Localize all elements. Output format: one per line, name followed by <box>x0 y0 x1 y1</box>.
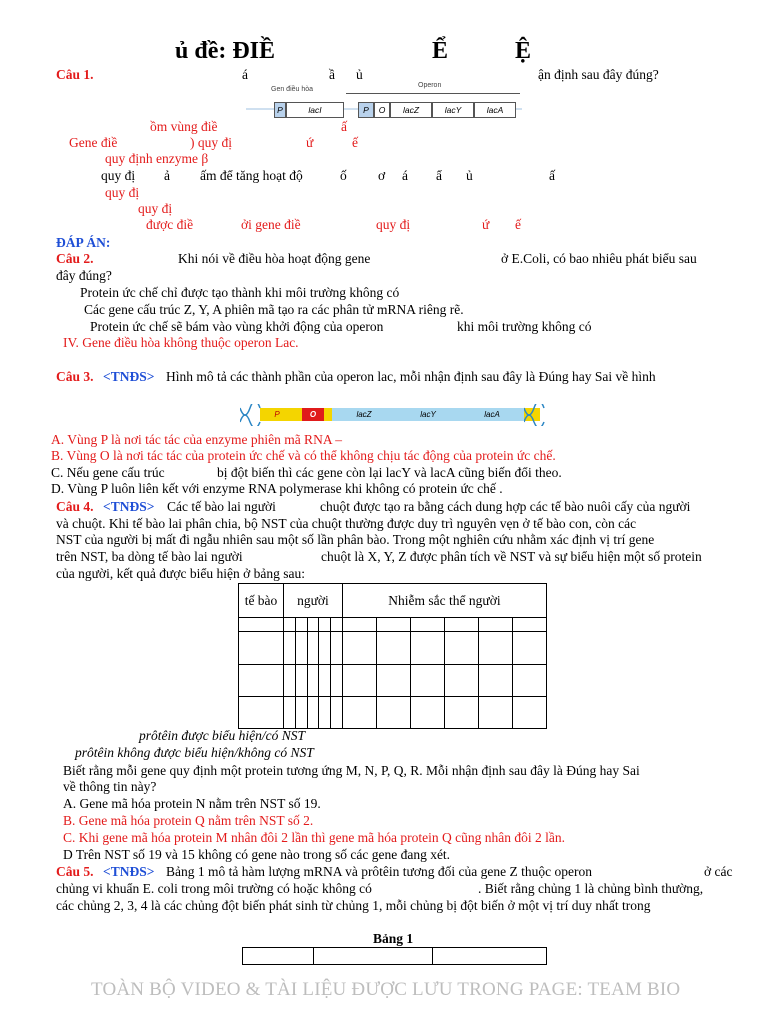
table-cell <box>376 664 410 696</box>
gene-box-p: P <box>274 102 286 118</box>
table-cell <box>239 618 284 632</box>
table-cell <box>307 696 319 728</box>
table-cell <box>239 632 284 664</box>
doc-title-part2: Ể <box>432 38 449 64</box>
table-cell <box>295 618 307 632</box>
table-cell <box>342 696 376 728</box>
q4-label: Câu 4. <box>56 499 94 514</box>
q4-para: trên NST, ba dòng tế bào lai người <box>56 549 243 564</box>
q5-tag: <TNĐS> <box>103 864 155 879</box>
gene-box-lacz: lacZ <box>390 102 432 118</box>
table-cell <box>512 696 546 728</box>
table-cell <box>295 696 307 728</box>
q4-para: của người, kết quả được biểu hiện ở bảng sau: <box>56 566 305 581</box>
q1-line: ồm vùng điề <box>150 119 218 134</box>
table-cell <box>512 664 546 696</box>
table-cell <box>243 948 314 965</box>
table-cell <box>284 696 296 728</box>
q1-line: ấm để tăng hoạt độ <box>200 168 303 183</box>
q4-para: NST của người bị mất đi ngẫu nhiên sau một số lần phân bào. Trong một nghiên cứu nhằm xác định vị trí gene <box>56 532 655 547</box>
lacz-box: lacZ <box>332 408 396 421</box>
q4-option-d: D Trên NST số 19 và 15 không có gene nào trong số các gene đang xét. <box>63 847 451 862</box>
table-cell <box>410 664 444 696</box>
table-cell <box>331 618 343 632</box>
table-cell <box>319 696 331 728</box>
q2-text: ở E.Coli, có bao nhiêu phát biểu sau <box>501 251 697 266</box>
table-cell <box>319 664 331 696</box>
gene-box-laci: lacI <box>286 102 344 118</box>
q5-text: các chủng 2, 3, 4 là các chủng đột biến phát sinh từ chủng 1, mỗi chủng bị đột biến ở một vị trí duy nhất trong <box>56 898 651 913</box>
q2-text: Khi nói về điều hòa hoạt động gene <box>178 251 371 266</box>
q1-line: được điề <box>146 217 194 232</box>
gene-box-o: O <box>374 102 390 118</box>
laca-box: lacA <box>460 408 524 421</box>
q1-line: ởi gene điề <box>241 217 301 232</box>
table-cell <box>307 664 319 696</box>
table-cell <box>444 632 478 664</box>
q5-text: Bảng 1 mô tả hàm lượng mRNA và prôtêin tương đối của gene Z thuộc operon <box>166 864 592 879</box>
q3-option-c2: bị đột biến thì các gene còn lại lacY và lacA cũng biến đổi theo. <box>217 465 562 480</box>
regulator-gene-label: Gen điều hòa <box>271 86 314 93</box>
dna-helix-left <box>240 404 262 426</box>
q1-fragment: ầ <box>329 67 335 82</box>
table-cell <box>239 664 284 696</box>
table-cell <box>478 664 512 696</box>
q3-option-d: D. Vùng P luôn liên kết với enzyme RNA polymerase khi không có protein ức chế . <box>51 481 503 496</box>
q1-line: ứ <box>482 217 490 232</box>
q4-para: và chuột. Khi tế bào lai phân chia, bộ NST của chuột thường được duy trì nguyên vẹn ở tế bào con, còn các <box>56 516 637 531</box>
table-cell <box>314 948 433 965</box>
q3-option-c: C. Nếu gene cấu trúc <box>51 465 165 480</box>
q2-text: đây đúng? <box>56 268 112 283</box>
dna-strand <box>246 102 522 118</box>
table-header-cell-line: tế bào <box>244 592 278 608</box>
q5-text: ở các <box>704 864 733 879</box>
table-cell <box>376 632 410 664</box>
q4-tag: <TNĐS> <box>103 499 155 514</box>
q4-option-b: B. Gene mã hóa protein Q nằm trên NST số 2. <box>63 813 314 828</box>
q1-line: ) quy đị <box>190 135 232 150</box>
table-cell <box>410 618 444 632</box>
table-cell <box>319 632 331 664</box>
q1-line: ẩ <box>436 168 442 183</box>
q5-text: . Biết rằng chủng 1 là chủng bình thường, <box>478 881 704 896</box>
q4-question: về thông tin này? <box>63 779 157 794</box>
table-header-cell <box>239 584 284 618</box>
gene-box-lacy: lacY <box>432 102 474 118</box>
table-cell <box>319 618 331 632</box>
q1-question-end: ận định sau đây đúng? <box>538 67 659 82</box>
table-cell <box>376 696 410 728</box>
table-1 <box>242 947 547 965</box>
table-cell <box>307 632 319 664</box>
table-1-title: Bảng 1 <box>373 931 414 946</box>
table-header-protein: người <box>284 584 343 618</box>
q1-line: ế <box>515 217 521 232</box>
table-cell <box>331 632 343 664</box>
q1-fragment: á <box>242 67 248 82</box>
q5-text: chủng vi khuẩn E. coli trong môi trường có hoặc không có <box>56 881 372 896</box>
q2-statement-2: Các gene cấu trúc Z, Y, A phiên mã tạo ra các phân tử mRNA riêng rẽ. <box>84 302 464 317</box>
table-cell <box>444 696 478 728</box>
table-legend-expressed: prôtêin được biểu hiện/có NST <box>139 728 306 743</box>
table-cell <box>512 618 546 632</box>
operon-bracket <box>346 93 520 94</box>
q3-text: Hình mô tả các thành phần của operon lac, mỗi nhận định sau đây là Đúng hay Sai về hình <box>166 369 656 384</box>
q1-line: quy đị <box>105 185 140 200</box>
q1-line: ế <box>352 135 358 150</box>
q2-statement-3b: khi môi trường không có <box>457 319 592 334</box>
q1-label: Câu 1. <box>56 67 94 82</box>
table-cell <box>444 664 478 696</box>
q3-option-b: B. Vùng O là nơi tác tác của protein ức chế và có thể không chịu tác động của protein ức chế. <box>51 448 556 463</box>
table-cell <box>342 632 376 664</box>
q1-line: quy đị <box>376 217 411 232</box>
q1-line: quy đị <box>138 201 173 216</box>
table-cell <box>331 696 343 728</box>
lacy-box: lacY <box>396 408 460 421</box>
table-cell <box>478 632 512 664</box>
table-cell <box>284 618 296 632</box>
table-cell <box>295 632 307 664</box>
q1-line: ứ <box>306 135 314 150</box>
answer-label: ĐÁP ÁN: <box>56 235 111 250</box>
table-cell <box>331 664 343 696</box>
table-header-chromosome: Nhiễm sắc thể người <box>342 584 546 618</box>
q1-line: á <box>402 168 408 183</box>
operon-diagram-2 <box>240 404 546 426</box>
table-cell <box>342 664 376 696</box>
q2-statement-3: Protein ức chế sẽ bám vào vùng khởi động của operon <box>90 319 384 334</box>
table-cell <box>433 948 547 965</box>
promoter-box: P <box>274 410 280 419</box>
operator-box: O <box>302 408 324 421</box>
table-cell <box>284 632 296 664</box>
table-cell <box>478 696 512 728</box>
doc-title-part1: ủ đề: ĐIỀ <box>175 38 276 64</box>
operon-label: Operon <box>418 82 442 89</box>
table-cell <box>410 696 444 728</box>
gene-box-laca: lacA <box>474 102 516 118</box>
q2-statement-1: Protein ức chế chỉ được tạo thành khi môi trường không có <box>80 285 400 300</box>
gene-box-p2: P <box>358 102 374 118</box>
q1-fragment: ủ <box>356 67 363 82</box>
q1-line: ả <box>164 168 170 183</box>
page-footer: TOÀN BỘ VIDEO & TÀI LIỆU ĐƯỢC LƯU TRONG PAGE: TEAM BIO <box>91 979 681 1000</box>
q4-option-c: C. Khi gene mã hóa protein M nhân đôi 2 lần thì gene mã hóa protein Q cũng nhân đôi 2 lần. <box>63 830 566 845</box>
q2-statement-4: IV. Gene điều hòa không thuộc operon Lac. <box>63 335 299 350</box>
table-cell <box>284 664 296 696</box>
q1-line: ấ <box>341 119 347 134</box>
q1-line: ấ <box>549 168 555 183</box>
q3-tag: <TNĐS> <box>103 369 155 384</box>
q1-line: ơ <box>378 168 386 183</box>
q4-para: chuột được tạo ra bằng cách dung hợp các tế bào nuôi cấy của người <box>320 499 691 514</box>
table-legend-not-expressed: prôtêin không được biểu hiện/không có NST <box>75 745 314 760</box>
table-cell <box>307 618 319 632</box>
table-cell <box>512 632 546 664</box>
q1-line: quy đị <box>101 168 136 183</box>
q3-option-a: A. Vùng P là nơi tác tác của enzyme phiên mã RNA – <box>51 432 342 447</box>
doc-title-part3: Ệ <box>515 38 532 64</box>
dna-helix-right <box>524 404 546 426</box>
operon-diagram-1 <box>246 84 522 124</box>
q4-para: chuột là X, Y, Z được phân tích về NST và sự biểu hiện một số protein <box>321 549 702 564</box>
table-cell <box>410 632 444 664</box>
q1-line: quy định enzyme β <box>105 151 209 166</box>
q5-label: Câu 5. <box>56 864 94 879</box>
table-cell <box>478 618 512 632</box>
table-cell <box>376 618 410 632</box>
q1-line: ố <box>340 168 347 183</box>
q4-option-a: A. Gene mã hóa protein N nằm trên NST số 19. <box>63 796 321 811</box>
q4-para: Các tế bào lai người <box>167 499 276 514</box>
q1-line: ủ <box>466 168 473 183</box>
table-cell <box>444 618 478 632</box>
q1-line: Gene điề <box>69 135 118 150</box>
hybrid-cell-table <box>238 583 547 729</box>
table-cell <box>239 696 284 728</box>
q4-question: Biết rằng mỗi gene quy định một protein tương ứng M, N, P, Q, R. Mỗi nhận định sau đây là Đúng hay Sai <box>63 763 640 778</box>
q3-label: Câu 3. <box>56 369 94 384</box>
q2-label: Câu 2. <box>56 251 94 266</box>
table-cell <box>295 664 307 696</box>
table-cell <box>342 618 376 632</box>
